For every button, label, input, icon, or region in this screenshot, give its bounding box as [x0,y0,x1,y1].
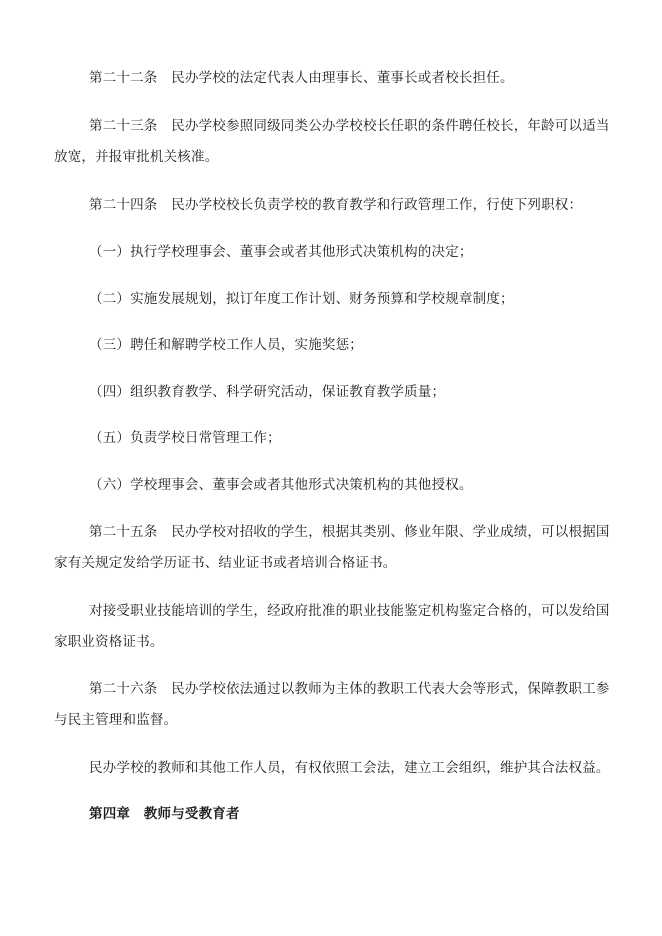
article-26-line-1: 第二十六条 民办学校依法通过以教师为主体的教职工代表大会等形式，保障教职工参 [89,681,610,697]
article-25-line-1: 第二十五条 民办学校对招收的学生，根据其类别、修业年限、学业成绩，可以根据国 [89,524,610,540]
vocational-paragraph-line-1: 对接受职业技能培训的学生，经政府批准的职业技能鉴定机构鉴定合格的，可以发给国 [89,603,610,619]
union-paragraph: 民办学校的教师和其他工作人员，有权依照工会法，建立工会组织，维护其合法权益。 [89,760,610,776]
article-22: 第二十二条 民办学校的法定代表人由理事长、董事长或者校长担任。 [89,70,514,86]
chapter-4-heading: 第四章 教师与受教育者 [89,806,240,822]
article-24-item-5: （五）负责学校日常管理工作； [89,430,281,446]
vocational-paragraph-line-2: 家职业资格证书。 [54,634,164,650]
article-24-item-3: （三）聘任和解聘学校工作人员，实施奖惩； [89,337,363,353]
article-23-line-2: 放宽，并报审批机关核准。 [54,149,219,165]
article-24-item-4: （四）组织教育教学、科学研究活动，保证教育教学质量； [89,384,446,400]
article-24-item-6: （六）学校理事会、董事会或者其他形式决策机构的其他授权。 [89,477,473,493]
article-26-line-2: 与民主管理和监督。 [54,712,178,728]
article-25-line-2: 家有关规定发给学历证书、结业证书或者培训合格证书。 [54,555,397,571]
article-24-item-2: （二）实施发展规划，拟订年度工作计划、财务预算和学校规章制度； [89,291,514,307]
article-23-line-1: 第二十三条 民办学校参照同级同类公办学校校长任职的条件聘任校长，年龄可以适当 [89,118,610,134]
article-24: 第二十四条 民办学校校长负责学校的教育教学和行政管理工作，行使下列职权： [89,197,583,213]
article-24-item-1: （一）执行学校理事会、董事会或者其他形式决策机构的决定； [89,244,473,260]
